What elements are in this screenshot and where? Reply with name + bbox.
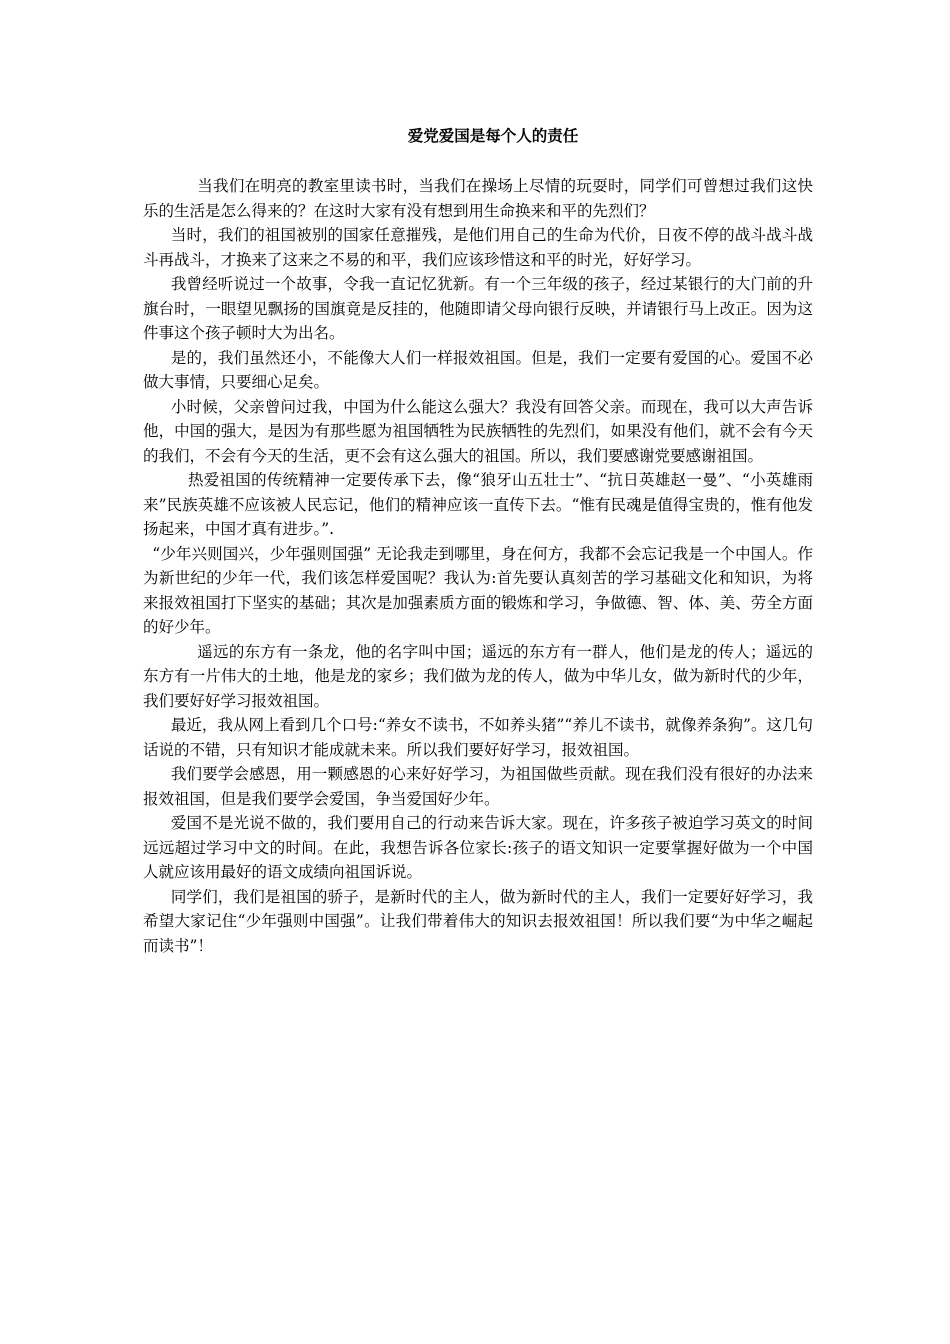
document-page bbox=[143, 124, 813, 958]
paragraph-9: 最近，我从网上看到几个口号:“养女不读书，不如养头猪”“养儿不读书，就像养条狗”。这几句话说的不错，只有知识才能成就未来。所以我们要好好学习，报效祖国。 bbox=[143, 716, 813, 759]
paragraph-6: 热爱祖国的传统精神一定要传承下去，像“狼牙山五壮士”、“抗日英雄赵一曼”、“小英雄雨来”民族英雄不应该被人民忘记，他们的精神应该一直传下去。“惟有民魂是值得宝贵的，惟有他发扬起来，中国才真有进步。”. bbox=[143, 471, 813, 538]
paragraph-10: 我们要学会感恩，用一颗感恩的心来好好学习，为祖国做些贡献。现在我们没有很好的办法来报效祖国，但是我们要学会爱国，争当爱国好少年。 bbox=[143, 765, 813, 808]
paragraph-11: 爱国不是光说不做的，我们要用自己的行动来告诉大家。现在，许多孩子被迫学习英文的时间远远超过学习中文的时间。在此，我想告诉各位家长:孩子的语文知识一定要掌握好做为一个中国人就应该用最好的语文成绩向祖国诉说。 bbox=[143, 814, 813, 881]
paragraph-8: 遥远的东方有一条龙，他的名字叫中国；遥远的东方有一群人，他们是龙的传人；遥远的东方有一片伟大的土地，他是龙的家乡；我们做为龙的传人，做为中华儿女，做为新时代的少年，我们要好好学习报效祖国。 bbox=[143, 642, 813, 710]
paragraph-12: 同学们，我们是祖国的骄子，是新时代的主人，做为新时代的主人，我们一定要好好学习，我希望大家记住“少年强则中国强”。让我们带着伟大的知识去报效祖国！所以我们要“为中华之崛起而读书”！ bbox=[143, 887, 813, 955]
document-title: 爱党爱国是每个人的责任 bbox=[407, 126, 579, 145]
paragraph-5: 小时候，父亲曾问过我，中国为什么能这么强大？我没有回答父亲。而现在，我可以大声告诉他，中国的强大，是因为有那些愿为祖国牺牲为民族牺牲的先烈们，如果没有他们，就不会有今天的我们，不会有今天的生活，更不会有这么强大的祖国。所以，我们要感谢党要感谢祖国。 bbox=[143, 397, 813, 465]
paragraph-4: 是的，我们虽然还小，不能像大人们一样报效祖国。但是，我们一定要有爱国的心。爱国不必做大事情，只要细心足矣。 bbox=[143, 348, 813, 391]
paragraph-7: “少年兴则国兴，少年强则国强” 无论我走到哪里，身在何方，我都不会忘记我是一个中国人。作为新世纪的少年一代，我们该怎样爱国呢？我认为:首先要认真刻苦的学习基础文化和知识，为将来报效祖国打下坚实的基础；其次是加强素质方面的锻炼和学习，争做德、智、体、美、劳全方面的好少年。 bbox=[143, 544, 813, 636]
paragraph-1: 当我们在明亮的教室里读书时，当我们在操场上尽情的玩耍时，同学们可曾想过我们这快乐的生活是怎么得来的？在这时大家有没有想到用生命换来和平的先烈们？ bbox=[143, 177, 813, 220]
paragraph-2: 当时，我们的祖国被别的国家任意摧残，是他们用自己的生命为代价，日夜不停的战斗战斗战斗再战斗，才换来了这来之不易的和平，我们应该珍惜这和平的时光，好好学习。 bbox=[143, 226, 813, 269]
paragraph-3: 我曾经听说过一个故事，令我一直记忆犹新。有一个三年级的孩子，经过某银行的大门前的升旗台时，一眼望见飘扬的国旗竟是反挂的，他随即请父母向银行反映，并请银行马上改正。因为这件事这个孩子顿时大为出名。 bbox=[143, 275, 813, 342]
